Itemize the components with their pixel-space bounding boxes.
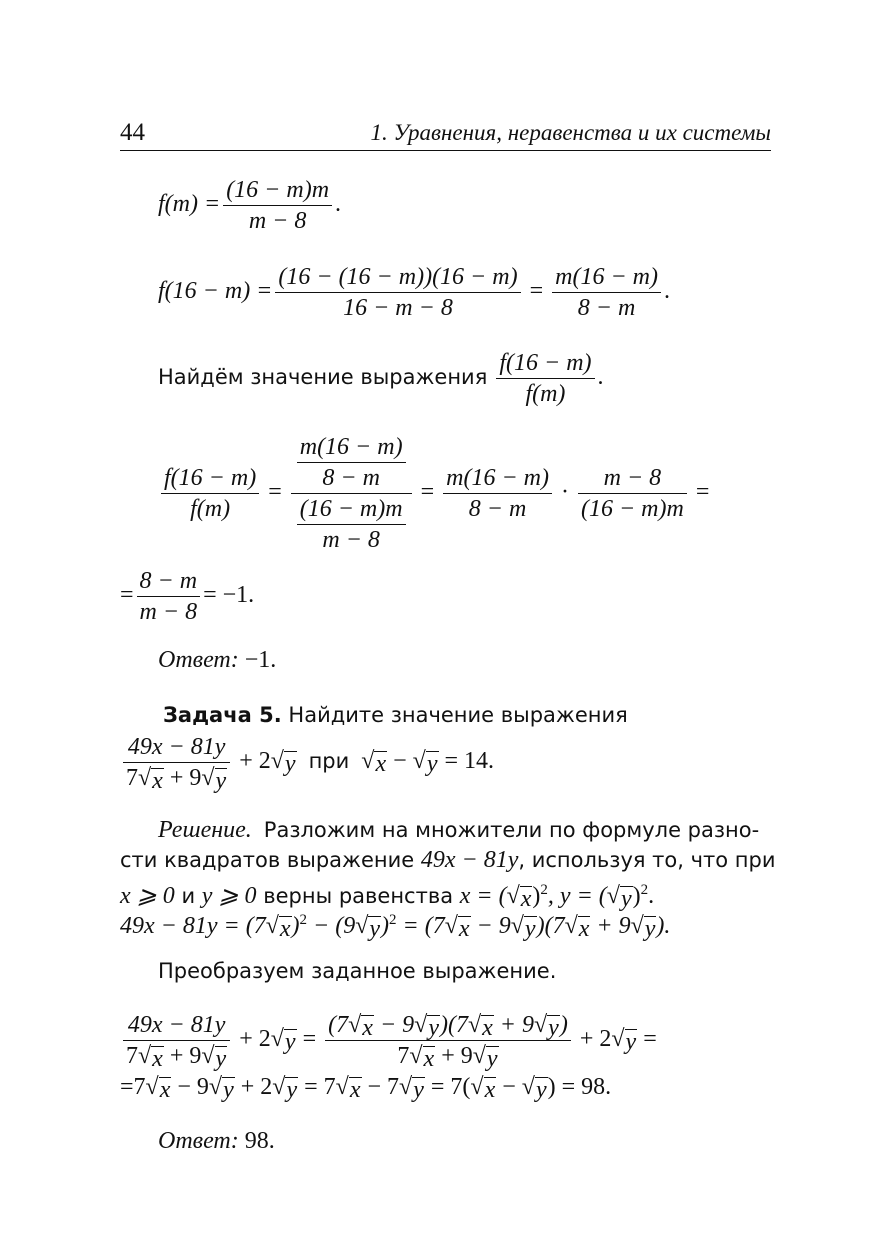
math-text: ). bbox=[656, 913, 671, 939]
math-text: √ y bbox=[535, 1077, 547, 1103]
math-text: x ⩾ 0 bbox=[120, 883, 175, 909]
math-text: √ x bbox=[482, 1015, 493, 1041]
numerator: 49x − 81y bbox=[123, 732, 230, 763]
denominator: 8 − m bbox=[468, 496, 527, 522]
numerator: f(16 − m) bbox=[496, 348, 594, 379]
math-text: Найдите значение выражения bbox=[288, 703, 628, 727]
math-text: √ x bbox=[159, 1077, 171, 1103]
math-text: + 2 bbox=[239, 1026, 271, 1053]
square-root bbox=[522, 1072, 548, 1102]
square-root bbox=[146, 1072, 172, 1102]
fraction bbox=[552, 262, 661, 323]
math-text: + 9 bbox=[435, 1043, 473, 1069]
square-root bbox=[631, 911, 657, 941]
math-text: √ y bbox=[486, 1046, 498, 1072]
task-5-expression bbox=[120, 732, 494, 793]
math-text: √ y bbox=[428, 1015, 439, 1041]
math-text: 7 bbox=[126, 765, 138, 791]
math-text: Найдём значение выражения bbox=[158, 365, 488, 390]
math-text: . bbox=[335, 191, 342, 218]
math-text: 7 bbox=[126, 1043, 138, 1069]
math-text: √ x bbox=[458, 916, 470, 942]
math-text: 2 bbox=[389, 912, 397, 928]
denominator: f(m) bbox=[190, 496, 231, 522]
math-text: = bbox=[296, 1026, 317, 1053]
math-text: √ x bbox=[279, 916, 291, 942]
square-root bbox=[473, 1041, 499, 1071]
square-root bbox=[266, 911, 292, 941]
math-text: )(7 bbox=[536, 913, 565, 939]
numerator: m(16 − m) bbox=[443, 463, 552, 494]
math-text: = bbox=[529, 278, 544, 305]
math-text: − 7 bbox=[361, 1074, 400, 1100]
transform-text: Преобразуем заданное выражение. bbox=[158, 959, 557, 983]
math-text: √ x bbox=[152, 768, 163, 794]
math-text: − (9 bbox=[307, 913, 356, 939]
compound-fraction bbox=[291, 432, 412, 555]
math-text: f(16 − m) = bbox=[158, 278, 273, 305]
solution-line-4 bbox=[120, 905, 670, 941]
math-text: √ x bbox=[349, 1077, 361, 1103]
numerator bbox=[325, 1010, 571, 1041]
math-text: √ y bbox=[215, 1046, 227, 1072]
math-text: √ x bbox=[520, 886, 532, 912]
math-text: √ x bbox=[375, 751, 387, 778]
math-text: √ y bbox=[223, 1077, 234, 1103]
math-text: √ y bbox=[286, 1077, 298, 1103]
math-text bbox=[297, 494, 406, 555]
square-root bbox=[409, 1041, 435, 1071]
math-text: = (7 bbox=[396, 913, 445, 939]
math-text: ) = 98. bbox=[547, 1074, 612, 1100]
math-text: + 9 bbox=[590, 913, 631, 939]
math-text: √ y bbox=[644, 916, 656, 942]
square-root bbox=[511, 911, 537, 941]
fraction bbox=[223, 175, 332, 236]
find-expression-line bbox=[158, 348, 604, 409]
math-text: , используя то, что при bbox=[518, 848, 776, 872]
math-text: )(7 bbox=[439, 1012, 468, 1038]
numerator: m(16 − m) bbox=[297, 432, 406, 463]
fraction bbox=[123, 732, 230, 793]
math-text: Разложим на множители по формуле разно- bbox=[263, 818, 760, 842]
math-text: . bbox=[648, 883, 655, 909]
denominator bbox=[123, 1041, 230, 1071]
denominator: m − 8 bbox=[248, 208, 307, 234]
square-root bbox=[611, 1024, 637, 1054]
math-text: √ x bbox=[423, 1046, 435, 1072]
square-root bbox=[361, 746, 387, 776]
math-text: 2 bbox=[540, 882, 548, 898]
square-root bbox=[445, 911, 471, 941]
math-text: − 9 bbox=[171, 1074, 209, 1100]
numerator: (16 − m)m bbox=[297, 494, 406, 525]
math-text: Задача 5. bbox=[163, 703, 282, 727]
chapter-title: 1. Уравнения, неравенства и их системы bbox=[370, 120, 771, 145]
math-text: √ y bbox=[548, 1015, 559, 1041]
math-text: = −1. bbox=[203, 582, 255, 609]
fraction bbox=[275, 262, 520, 323]
math-text: 2 bbox=[640, 882, 649, 898]
math-text: Ответ: bbox=[158, 647, 239, 673]
square-root bbox=[271, 746, 297, 776]
math-text: , y = ( bbox=[547, 883, 607, 909]
math-text: ) bbox=[291, 913, 300, 939]
math-text: −1. bbox=[244, 647, 277, 673]
header-rule bbox=[120, 150, 771, 151]
math-text: 2 bbox=[299, 912, 308, 928]
denominator bbox=[291, 494, 412, 555]
square-root bbox=[201, 1041, 227, 1071]
square-root bbox=[565, 911, 591, 941]
numerator: (16 − (16 − m))(16 − m) bbox=[275, 262, 520, 293]
math-text: Ответ: bbox=[158, 1128, 239, 1154]
equation-f-16-m bbox=[158, 262, 670, 323]
math-text: ) bbox=[532, 883, 541, 909]
math-text: √ y bbox=[369, 916, 381, 942]
fraction bbox=[161, 463, 259, 524]
math-text: + 2 bbox=[579, 1026, 612, 1053]
math-text: √ y bbox=[215, 768, 227, 794]
math-text: √ x bbox=[484, 1077, 496, 1103]
math-text: 7 bbox=[397, 1043, 410, 1069]
math-text: y ⩾ 0 bbox=[201, 883, 257, 909]
denominator: 8 − m bbox=[577, 295, 636, 321]
math-text: = 14. bbox=[438, 748, 495, 775]
math-text: = 7( bbox=[424, 1074, 471, 1100]
math-text: = bbox=[420, 479, 435, 506]
denominator: (16 − m)m bbox=[580, 496, 684, 522]
final-equation bbox=[120, 1072, 611, 1102]
compound-fraction-equation bbox=[158, 432, 709, 555]
denominator: 16 − m − 8 bbox=[343, 295, 453, 321]
numerator: 49x − 81y bbox=[123, 1010, 230, 1041]
math-text: √ x bbox=[362, 1015, 373, 1041]
square-root bbox=[201, 763, 227, 793]
equation-f-m bbox=[158, 175, 341, 236]
math-text: ) bbox=[381, 913, 390, 939]
numerator: f(16 − m) bbox=[161, 463, 259, 494]
math-text: = bbox=[268, 479, 282, 506]
math-text: ) bbox=[559, 1012, 568, 1038]
math-text: = bbox=[637, 1026, 657, 1053]
math-text: √ y bbox=[284, 751, 296, 778]
denominator: f(m) bbox=[525, 381, 566, 407]
math-text: x = ( bbox=[459, 883, 507, 909]
math-text: верны равенства bbox=[256, 884, 460, 908]
square-root bbox=[355, 911, 381, 941]
answer-1 bbox=[158, 645, 276, 675]
fraction bbox=[496, 348, 594, 409]
math-text: . bbox=[663, 278, 670, 305]
numerator: m(16 − m) bbox=[552, 262, 661, 293]
math-text: − bbox=[496, 1074, 522, 1100]
math-text: и bbox=[174, 884, 202, 908]
fraction bbox=[578, 463, 687, 524]
math-text: √ y bbox=[413, 1077, 424, 1103]
fraction bbox=[137, 566, 201, 627]
math-text: f(m) = bbox=[158, 191, 221, 218]
math-text: + 9 bbox=[493, 1012, 534, 1038]
math-text: сти квадратов выражение bbox=[120, 848, 421, 872]
numerator: m − 8 bbox=[578, 463, 687, 494]
page-number: 44 bbox=[120, 119, 145, 146]
denominator bbox=[325, 1041, 571, 1071]
square-root bbox=[468, 1010, 494, 1040]
square-root bbox=[470, 1072, 496, 1102]
math-text: = 7 bbox=[298, 1074, 336, 1100]
math-text: √ y bbox=[620, 886, 632, 912]
square-root bbox=[399, 1072, 425, 1102]
square-root bbox=[534, 1010, 560, 1040]
square-root bbox=[336, 1072, 362, 1102]
math-text: + 2 bbox=[234, 1074, 273, 1100]
fraction bbox=[325, 1010, 571, 1071]
square-root bbox=[209, 1072, 235, 1102]
fraction bbox=[443, 463, 552, 524]
math-text: = bbox=[120, 582, 134, 609]
square-root bbox=[138, 1041, 164, 1071]
numerator: 8 − m bbox=[137, 566, 201, 597]
math-text: =7 bbox=[120, 1074, 146, 1100]
task-5-heading bbox=[163, 700, 628, 730]
solution-line-1 bbox=[158, 815, 759, 845]
answer-2 bbox=[158, 1126, 275, 1156]
result-equation bbox=[120, 566, 254, 627]
math-text: √ y bbox=[426, 751, 438, 778]
math-text: √ y bbox=[625, 1029, 637, 1056]
math-text: + 9 bbox=[163, 765, 202, 791]
denominator bbox=[123, 763, 230, 793]
solution-line-2 bbox=[120, 845, 776, 875]
denominator: 8 − m bbox=[322, 465, 380, 491]
math-text: + 9 bbox=[163, 1043, 202, 1069]
math-text: − bbox=[387, 748, 413, 775]
math-text: √ x bbox=[578, 916, 590, 942]
square-root bbox=[414, 1010, 440, 1040]
math-text: − 9 bbox=[470, 913, 511, 939]
numerator: (16 − m)m bbox=[223, 175, 332, 206]
square-root bbox=[348, 1010, 374, 1040]
square-root bbox=[272, 1072, 298, 1102]
square-root bbox=[413, 746, 439, 776]
denominator: m − 8 bbox=[139, 599, 198, 625]
math-text: . bbox=[597, 364, 604, 391]
math-text: (7 bbox=[328, 1012, 349, 1038]
math-text: · bbox=[560, 479, 569, 506]
square-root bbox=[271, 1024, 297, 1054]
math-text: √ x bbox=[152, 1046, 163, 1072]
math-text: = bbox=[695, 479, 710, 506]
math-text bbox=[297, 432, 406, 493]
numerator bbox=[291, 432, 412, 494]
math-text: ) bbox=[632, 883, 641, 909]
math-text: 49x − 81y bbox=[420, 847, 519, 873]
math-text: √ y bbox=[284, 1029, 296, 1056]
math-text: 49x − 81y = (7 bbox=[120, 913, 266, 939]
square-root bbox=[138, 763, 164, 793]
math-text: − 9 bbox=[373, 1012, 415, 1038]
math-text: + 2 bbox=[239, 748, 271, 775]
math-text: при bbox=[308, 749, 350, 774]
denominator: m − 8 bbox=[322, 527, 380, 553]
math-text: Решение. bbox=[158, 817, 252, 843]
fraction bbox=[123, 1010, 230, 1071]
transform-equation bbox=[120, 1010, 657, 1071]
math-text: √ y bbox=[524, 916, 536, 942]
math-text: 98. bbox=[244, 1128, 275, 1154]
